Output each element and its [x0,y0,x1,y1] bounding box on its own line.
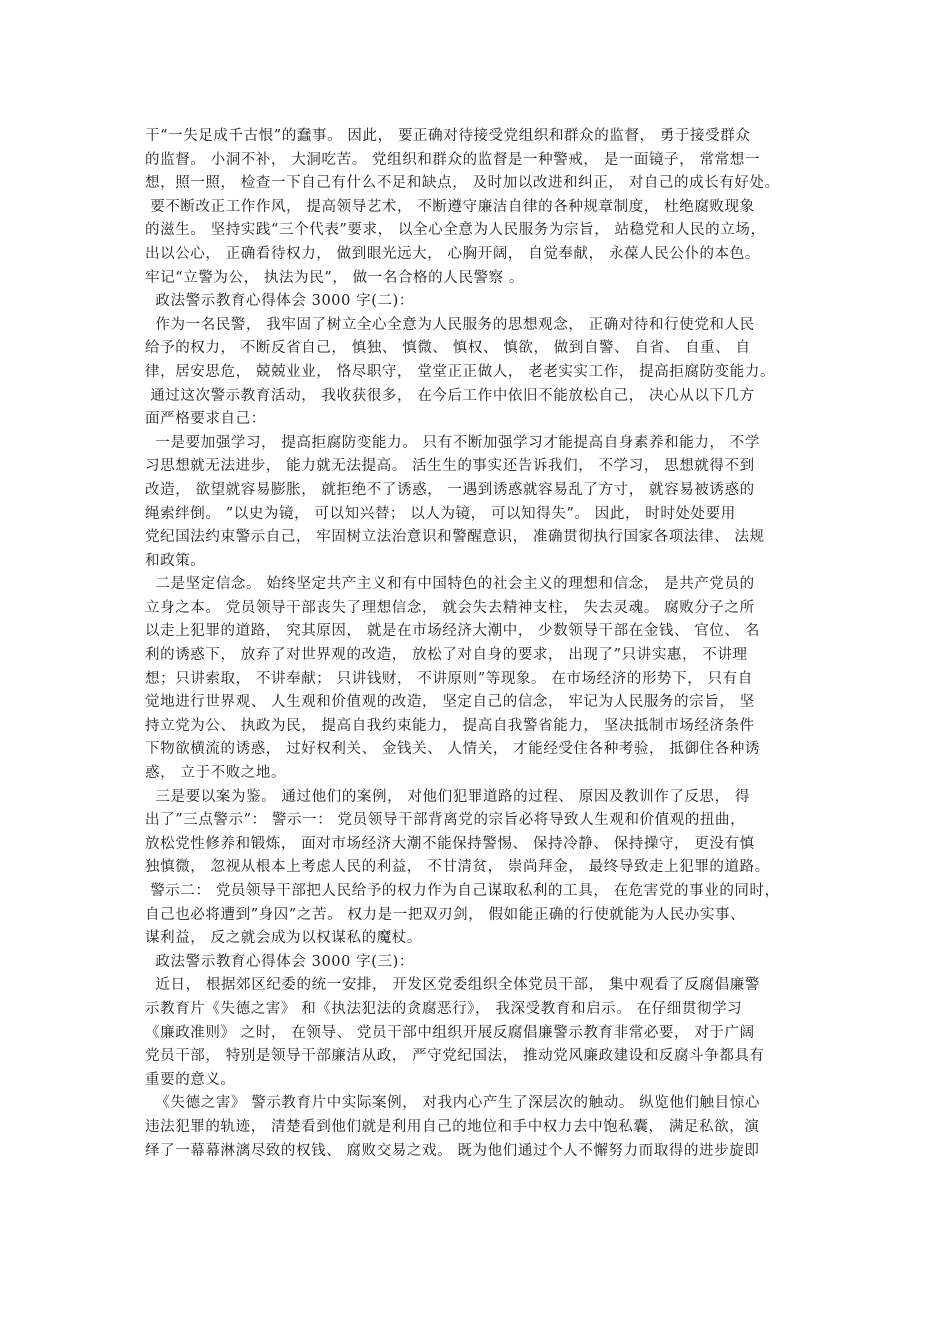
text-line: 的滋生。 坚持实践“三个代表”要求， 以全心全意为人民服务为宗旨， 站稳党和人民的立场， [145,222,766,239]
text-line: 警示二： 党员领导干部把人民给予的权力作为自己谋取私利的工具， 在危害党的事业的同时， [145,883,780,899]
text-line: 《失德之害》 警示教育片中实际案例， 对我内心产生了深层次的触动。 纵览他们触目惊心 [145,1095,760,1112]
text-line: 政法警示教育心得体会 3000 字(三)： [145,953,414,970]
text-line: 改造， 欲望就容易膨胀， 就拒绝不了诱惑， 一遇到诱惑就容易乱了方寸， 就容易被诱惑的 [145,481,755,498]
text-line: 面严格要求自己： [145,411,266,428]
text-line: 政法警示教育心得体会 3000 字(二)： [145,293,414,310]
text-line: 近日， 根据郊区纪委的统一安排， 开发区党委组织全体党员干部， 集中观看了反腐倡廉警 [145,977,760,994]
text-line: 三是要以案为鉴。 通过他们的案例， 对他们犯罪道路的过程、 原因及教训作了反思， 得 [145,788,751,805]
text-line: 《廉政准则》 之时， 在领导、 党员干部中组织开展反腐倡廉警示教育非常必要， 对于广阔 [145,1024,755,1041]
text-line: 示教育片《失德之害》 和《执法犯法的贪腐恶行》， 我深受教育和启示。 在仔细贯彻学习 [145,1000,743,1017]
text-line: 党纪国法约束警示自己， 牢固树立法治意识和警醒意识， 准确贯彻执行国家各项法律、 法规 [145,529,765,546]
document-body [145,125,825,1163]
text-line: 违法犯罪的轨迹， 清楚看到他们就是利用自己的地位和手中权力去中饱私囊， 满足私欲，演 [145,1118,760,1135]
text-line: 党员干部， 特别是领导干部廉洁从政， 严守党纪国法， 推动党风廉政建设和反腐斗争都具有 [145,1048,765,1065]
text-line: 以走上犯罪的道路， 究其原因， 就是在市场经济大潮中， 少数领导干部在金钱、 官位、 名 [145,623,760,640]
text-line: 要不断改正工作作风， 提高领导艺术， 不断遵守廉洁自律的各种规章制度， 杜绝腐败现象 [145,198,755,215]
text-line: 利的诱惑下， 放弃了对世界观的改造， 放松了对自身的要求， 出现了”只讲实惠， 不讲理 [145,647,748,664]
text-line: 立身之本。 党员领导干部丧失了理想信念， 就会失去精神支柱， 失去灵魂。 腐败分子之所 [145,599,755,616]
text-line: 觉地进行世界观、 人生观和价值观的改造， 坚定自己的信念， 牢记为人民服务的宗旨， 坚 [145,694,755,711]
text-line: 干“一失足成千古恨”的蠢事。 因此， 要正确对待接受党组织和群众的监督， 勇于接受群众 [145,128,751,144]
text-line: 给予的权力， 不断反省自己， 慎独、 慎微、 慎权、 慎欲， 做到自警、 自省、 自重、 自 [145,340,751,357]
text-line: 重要的意义。 [145,1071,236,1088]
text-line: 二是坚定信念。 始终坚定共产主义和有中国特色的社会主义的理想和信念， 是共产党员的 [145,576,755,593]
text-line: 牢记“立警为公， 执法为民”， 做一名合格的人民警察 。 [145,269,524,286]
text-line: 想；只讲索取， 不讲奉献； 只讲钱财， 不讲原则”等现象。 在市场经济的形势下， 只有自 [145,670,753,687]
text-line: 作为一名民警， 我牢固了树立全心全意为人民服务的思想观念， 正确对待和行使党和人民 [145,316,755,333]
text-line: 谋利益， 反之就会成为以权谋私的魔杖。 [145,930,423,947]
text-line: 一是要加强学习， 提高拒腐防变能力。 只有不断加强学习才能提高自身素养和能力， 不学 [145,434,760,451]
text-line: 持立党为公、 执政为民， 提高自我约束能力， 提高自我警省能力， 坚决抵制市场经济条件 [145,717,755,734]
text-line: 想，照一照， 检查一下自己有什么不足和缺点， 及时加以改进和纠正， 对自己的成长有好处。 [145,175,780,192]
text-line: 自己也必将遭到”身囚”之苦。 权力是一把双刃剑， 假如能正确的行使就能为人民办实事、 [145,906,746,923]
text-line: 下物欲横流的诱惑， 过好权利关、 金钱关、 人情关， 才能经受住各种考验， 抵御住各种诱 [145,741,760,758]
text-line: 放松党性修养和锻炼， 面对市场经济大潮不能保持警惕、 保持冷静、 保持操守， 更没有慎 [145,835,755,852]
text-line: 出了”三点警示”： 警示一： 党员领导干部背离党的宗旨必将导致人生观和价值观的扭曲， [145,812,746,829]
text-line: 绳索绊倒。 ”以史为镜， 可以知兴替； 以人为镜， 可以知得失”。 因此， 时时处处要用 [145,505,736,522]
text-line: 惑， 立于不败之地。 [145,765,287,782]
text-line: 律，居安思危， 兢兢业业， 恪尽职守， 堂堂正正做人， 老老实实工作， 提高拒腐防变能力。 [145,363,776,380]
text-line: 出以公心， 正确看待权力， 做到眼光远大， 心胸开阔， 自觉奉献， 永葆人民公仆的本色。 [145,245,760,262]
text-line: 独慎微， 忽视从根本上考虑人民的利益， 不甘清贫， 崇尚拜金， 最终导致走上犯罪的道路。 [145,859,770,876]
text-line: 绎了一幕幕淋漓尽致的权钱、 腐败交易之戏。 既为他们通过个人不懈努力而取得的进步旋即 [145,1142,760,1159]
text-line: 通过这次警示教育活动， 我收获很多， 在今后工作中依旧不能放松自己， 决心从以下几方 [145,387,755,404]
text-line: 和政策。 [145,552,206,569]
text-line: 的监督。 小洞不补， 大洞吃苦。 党组织和群众的监督是一种警戒， 是一面镜子， 常常想一 [145,151,760,168]
text-line: 习思想就无法进步， 能力就无法提高。 活生生的事实还告诉我们， 不学习， 思想就得不到 [145,458,755,475]
